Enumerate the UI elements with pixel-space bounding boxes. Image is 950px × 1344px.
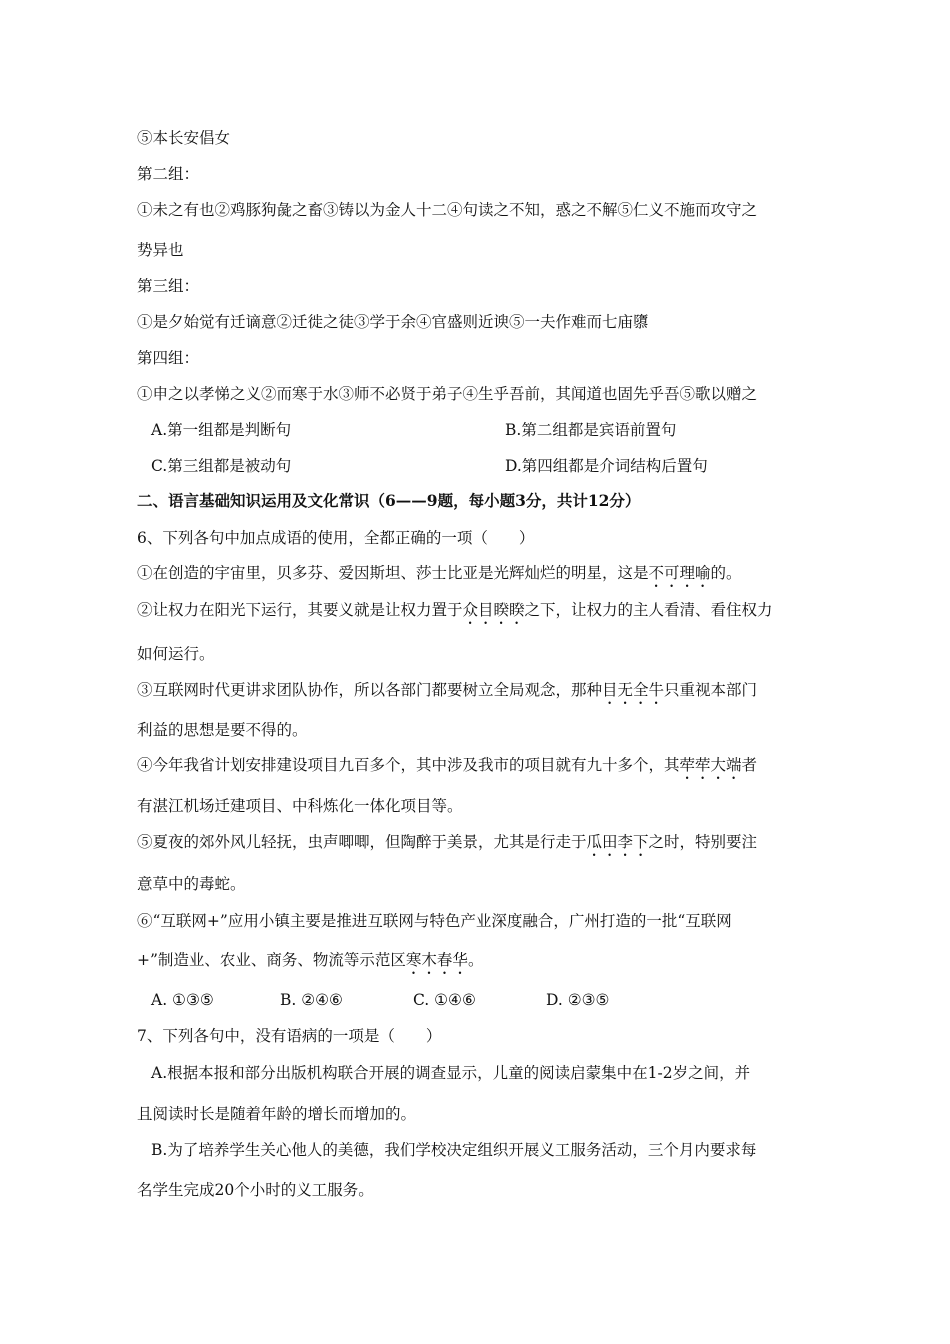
q6-sentence4 [137, 755, 757, 783]
q6-s1-idiom: 不可理喻 [648, 564, 711, 582]
q6-s4-post: 者 [741, 756, 758, 774]
q6-s3-post: 只重视本部门 [664, 681, 758, 699]
q6-option-a: A. ①③⑤ [151, 991, 214, 1009]
q7-option-b-line2: 名学生完成20个小时的义工服务。 [137, 1181, 374, 1199]
q6-s5-idiom: 瓜田李下 [586, 833, 649, 851]
q7-option-a-line2: 且阅读时长是随着年龄的增长而增加的。 [137, 1105, 417, 1123]
q6-s5-line2: 意草中的毒蛇。 [137, 875, 246, 893]
q6-option-c: C. ①④⑥ [413, 991, 476, 1009]
q6-s2-post: 之下，让权力的主人看清、看住权力 [524, 601, 773, 619]
q5-option-a: A.第一组都是判断句 [151, 421, 292, 439]
q6-s5-pre: ⑤夏夜的郊外风儿轻抚，虫声唧唧，但陶醉于美景，尤其是行走于 [137, 833, 587, 851]
q6-s2-idiom: 众目睽睽 [462, 601, 525, 619]
q7-stem: 7、下列各句中，没有语病的一项是（ ） [137, 1027, 442, 1045]
q6-s4-line2: 有湛江机场迁建项目、中科炼化一体化项目等。 [137, 797, 463, 815]
q6-s6-idiom: 寒木春华 [405, 951, 468, 969]
q6-sentence1 [137, 563, 742, 591]
q7-option-a-line1: A.根据本报和部分出版机构联合开展的调查显示，儿童的阅读启蒙集中在1-2岁之间，并 [151, 1064, 751, 1082]
q6-s6-pre: +”制造业、农业、商务、物流等示范区 [137, 951, 406, 969]
q6-s1-pre: ①在创造的宇宙里，贝多芬、爱因斯坦、莎士比亚是光辉灿烂的明星，这是 [137, 564, 649, 582]
q6-s6-line1: ⑥“互联网+”应用小镇主要是推进互联网与特色产业深度融合，广州打造的一批“互联网 [137, 912, 732, 930]
group4-line1: ①申之以孝悌之义②而寒于水③师不必贤于弟子④生乎吾前，其闻道也固先乎吾⑤歌以赠之 [137, 385, 758, 403]
q6-option-d: D. ②③⑤ [546, 991, 610, 1009]
group3-line1: ①是夕始觉有迁谪意②迁徙之徒③学于余④官盛则近谀⑤一夫作难而七庙隳 [137, 313, 649, 331]
group1-item5: ⑤本长安倡女 [137, 129, 231, 147]
q6-s2-line2: 如何运行。 [137, 645, 215, 663]
q6-sentence6 [137, 950, 483, 978]
group3-label: 第三组： [137, 277, 200, 295]
q6-sentence5 [137, 832, 757, 860]
q6-s3-line2: 利益的思想是要不得的。 [137, 721, 308, 739]
q6-stem: 6、下列各句中加点成语的使用，全都正确的一项（ ） [137, 529, 535, 547]
q6-s2-pre: ②让权力在阳光下运行，其要义就是让权力置于 [137, 601, 463, 619]
q6-sentence2 [137, 600, 773, 628]
q6-s1-post: 的。 [710, 564, 742, 582]
q6-s4-idiom: 荦荦大端 [679, 756, 742, 774]
q6-s3-pre: ③互联网时代更讲求团队协作，所以各部门都要树立全局观念，那种 [137, 681, 603, 699]
q5-option-c: C.第三组都是被动句 [151, 457, 292, 475]
group2-label: 第二组： [137, 165, 200, 183]
group4-label: 第四组： [137, 349, 200, 367]
q6-s6-post: 。 [467, 951, 484, 969]
q6-option-b: B. ②④⑥ [280, 991, 343, 1009]
q5-option-d: D.第四组都是介词结构后置句 [505, 457, 708, 475]
q7-option-b-line1: B.为了培养学生关心他人的美德，我们学校决定组织开展义工服务活动，三个月内要求每 [151, 1141, 757, 1159]
q6-s4-pre: ④今年我省计划安排建设项目九百多个，其中涉及我市的项目就有九十多个，其 [137, 756, 680, 774]
section2-heading: 二、语言基础知识运用及文化常识（6——9题，每小题3分，共计12分） [137, 491, 641, 510]
q5-option-b: B.第二组都是宾语前置句 [505, 421, 677, 439]
group2-line1: ①未之有也②鸡豚狗彘之畜③铸以为金人十二④句读之不知，惑之不解⑤仁义不施而攻守之 [137, 201, 758, 219]
q6-s5-post: 之时，特别要注 [648, 833, 758, 851]
q6-s3-idiom: 目无全牛 [602, 681, 665, 699]
q6-sentence3 [137, 680, 757, 708]
group2-line2: 势异也 [137, 241, 184, 259]
